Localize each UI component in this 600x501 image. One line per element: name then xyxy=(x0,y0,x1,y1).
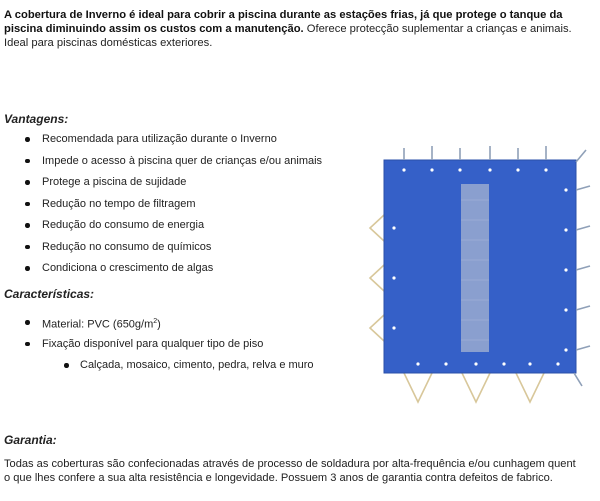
mesh-drain-panel xyxy=(461,184,489,352)
list-item: Condiciona o crescimento de algas xyxy=(0,260,322,282)
list-item-floor-types: Calçada, mosaico, cimento, pedra, relva e muro xyxy=(0,357,314,379)
vantagens-list xyxy=(0,131,322,282)
list-item: Recomendada para utilização durante o Inverno xyxy=(0,131,322,153)
material-suffix: ) xyxy=(157,318,161,331)
list-item: Redução no consumo de químicos xyxy=(0,239,322,261)
list-item: Redução no tempo de filtragem xyxy=(0,196,322,218)
list-item: Impede o acesso à piscina quer de crianças e/ou animais xyxy=(0,153,322,175)
fixacao-sublist xyxy=(0,357,314,379)
vantagens-heading: Vantagens: xyxy=(4,112,69,126)
material-superscript: 2 xyxy=(153,318,158,325)
caracteristicas-list xyxy=(0,314,263,357)
list-item: Redução do consumo de energia xyxy=(0,217,322,239)
intro-bold-line-1: A cobertura de Inverno é ideal para cobrir a piscina durante as estações frias, já que protege o tanque da xyxy=(4,9,563,21)
list-item-material xyxy=(0,314,263,336)
list-item-fixacao: Fixação disponível para qualquer tipo de piso xyxy=(0,336,263,358)
intro-paragraph xyxy=(4,8,598,50)
intro-line-3: Ideal para piscinas domésticas exteriores. xyxy=(4,37,213,49)
pool-cover-illustration xyxy=(366,140,594,420)
material-text: Material: PVC (650g/m xyxy=(42,318,154,331)
garantia-line-2: o que lhes confere a sua alta resistência e longevidade. Possuem 3 anos de garantia contra defeitos de fabrico. xyxy=(4,472,553,484)
list-item: Protege a piscina de sujidade xyxy=(0,174,322,196)
intro-bold-line-2: piscina diminuindo assim os custos com a manutenção. xyxy=(4,23,304,35)
garantia-paragraph xyxy=(4,457,598,485)
intro-line-2-rest: Oferece protecção suplementar a crianças e animais. xyxy=(303,23,572,35)
garantia-heading: Garantia: xyxy=(4,433,57,447)
garantia-line-1: Todas as coberturas são confecionadas através de processo de soldadura por alta-frequência e/ou cunhagem quent xyxy=(4,458,576,470)
caracteristicas-heading: Características: xyxy=(4,287,95,301)
